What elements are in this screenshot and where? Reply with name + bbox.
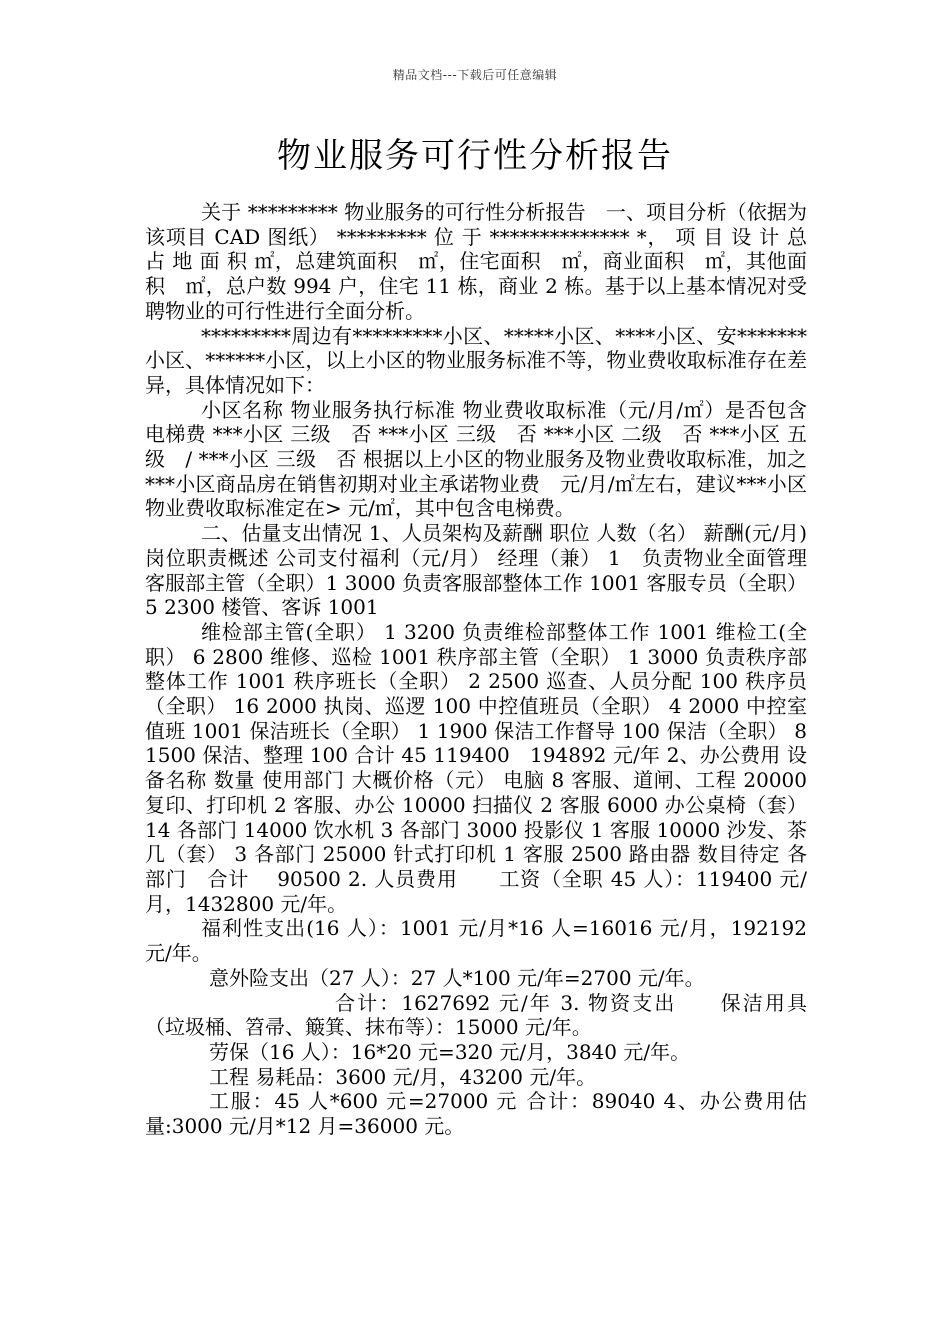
paragraph-insurance: 意外险支出（27 人）：27 人*100 元/年=2700 元/年。	[209, 965, 705, 990]
paragraph-uniforms: 工服：45 人*600 元=27000 元 合计：89040 4、办公费用估量:3000 元/月*12 月=36000 元。	[145, 1089, 807, 1139]
document-body	[145, 200, 827, 1139]
paragraph-surrounding-communities: *********周边有*********小区、*****小区、****小区、安*******小区、******小区，以上小区的物业服务标准不等，物业费收取标准存在差异，具体情况如下：	[145, 323, 807, 397]
paragraph-welfare: 福利性支出(16 人）：1001 元/月*16 人=16016 元/月，192192 元/年。	[145, 916, 807, 966]
paragraph-labor-protection: 劳保（16 人）：16*20 元=320 元/月，3840 元/年。	[209, 1039, 691, 1064]
paragraph-staffing: 二、估量支出情况 1、人员架构及薪酬 职位 人数（名） 薪酬(元/月) 岗位职责概述 公司支付福利（元/月） 经理（兼） 1 负责物业全面管理 客服部主管（全职）1 3000 负责客服部整体工作 1001 客服专员（全职） 5 2300 楼管、客诉 1001	[145, 521, 827, 620]
paragraph-project-analysis: 关于 ********* 物业服务的可行性分析报告 一、项目分析（依据为该项目 CAD 图纸） ********* 位 于 ************** *， 项 目 设 计 总 占 地 面 积 ㎡，总建筑面积 ㎡，住宅面积 ㎡，商业面积 ㎡，其他面积 ㎡，总户数 994 户，住宅 11 栋，商业 2 栋。基于以上基本情况对受聘物业的可行性进行全面分析。	[145, 200, 807, 323]
paragraph-supplies-total: 合计：1627692 元/年 3. 物资支出 保洁用具（垃圾桶、笤帚、簸箕、抹布等）：15000 元/年。	[145, 990, 807, 1040]
page-header: 精品文档---下载后可任意编辑	[392, 68, 558, 82]
paragraph-engineering: 工程 易耗品：3600 元/月，43200 元/年。	[209, 1064, 597, 1089]
paragraph-fee-standards: 小区名称 物业服务执行标准 物业费收取标准（元/月/㎡）是否包含电梯费 ***小区 三级 否 ***小区 三级 否 ***小区 二级 否 ***小区 五级 / ***小区 三级 否 根据以上小区的物业服务及物业费收取标准，加之***小区商品房在销售初期对业主承诺物业费 元/月/㎡左右，建议***小区物业费收取标准定在> 元/㎡，其中包含电梯费。	[145, 397, 807, 521]
document-title: 物业服务可行性分析报告	[277, 136, 673, 176]
paragraph-staffing-continued: 维检部主管(全职） 1 3200 负责维检部整体工作 1001 维检工(全职） 6 2800 维修、巡检 1001 秩序部主管（全职） 1 3000 负责秩序部整体工作 1001 秩序班长（全职） 2 2500 巡查、人员分配 100 秩序员（全职） 16 2000 执岗、巡逻 100 中控值班员（全职） 4 2000 中控室值班 1001 保洁班长（全职） 1 1900 保洁工作督导 100 保洁（全职） 8 1500 保洁、整理 100 合计 45 119400 194892 元/年 2、办公费用 设备名称 数量 使用部门 大概价格（元） 电脑 8 客服、道闸、工程 20000 复印、打印机 2 客服、办公 10000 扫描仪 2 客服 6000 办公桌椅（套） 14 各部门 14000 饮水机 3 各部门 3000 投影仪 1 客服 10000 沙发、茶几（套） 3 各部门 25000 针式打印机 1 客服 2500 路由器 数目待定 各部门 合计 90500 2. 人员费用 工资（全职 45 人）：119400 元/月，1432800 元/年。	[145, 619, 807, 916]
